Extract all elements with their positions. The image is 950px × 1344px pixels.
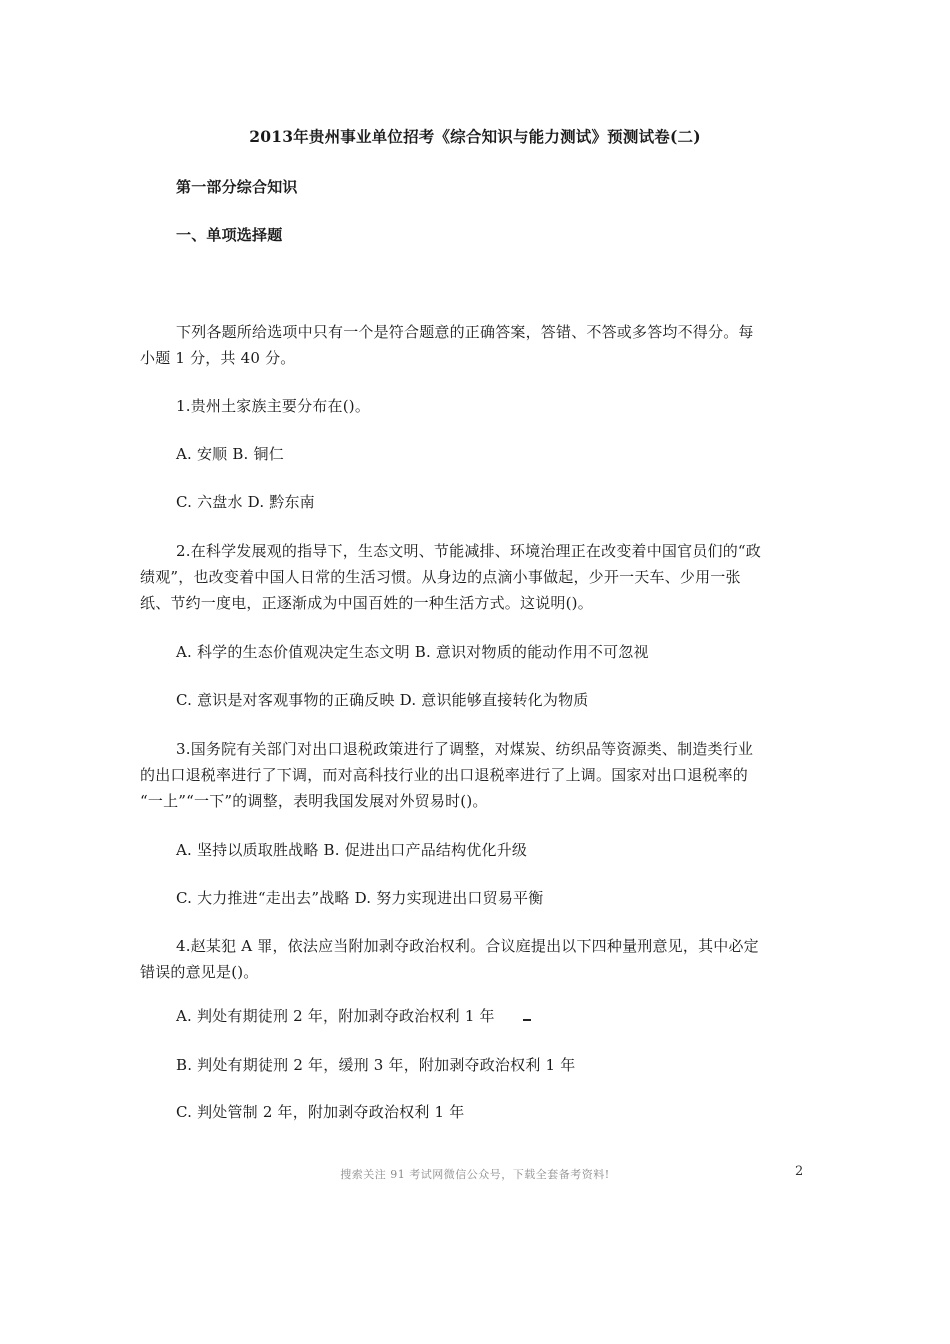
part-heading: 第一部分综合知识 bbox=[176, 178, 298, 196]
question-1-options-ab: A. 安顺 B. 铜仁 bbox=[176, 445, 284, 463]
question-2-options-cd: C. 意识是对客观事物的正确反映 D. 意识能够直接转化为物质 bbox=[176, 691, 589, 709]
question-2-options-ab: A. 科学的生态价值观决定生态文明 B. 意识对物质的能动作用不可忽视 bbox=[176, 643, 649, 661]
question-4-option-b: B. 判处有期徒刑 2 年，缓刑 3 年，附加剥夺政治权利 1 年 bbox=[176, 1056, 576, 1074]
question-3-stem-line-3: “一上”“一下”的调整，表明我国发展对外贸易时()。 bbox=[140, 792, 488, 810]
question-2-stem-line-3: 纸、节约一度电，正逐渐成为中国百姓的一种生活方式。这说明()。 bbox=[140, 594, 593, 612]
question-4-option-a: A. 判处有期徒刑 2 年，附加剥夺政治权利 1 年 bbox=[176, 1007, 495, 1025]
question-2-stem-line-2: 绩观”，也改变着中国人日常的生活习惯。从身边的点滴小事做起，少开一天车、少用一张 bbox=[140, 568, 741, 586]
cursor-mark bbox=[523, 1019, 531, 1021]
document-title: 2013年贵州事业单位招考《综合知识与能力测试》预测试卷(二) bbox=[249, 127, 701, 146]
footer-note: 搜索关注 91 考试网微信公众号，下载全套备考资料! bbox=[340, 1168, 610, 1181]
question-1-options-cd: C. 六盘水 D. 黔东南 bbox=[176, 493, 315, 511]
question-4-stem-line-2: 错误的意见是()。 bbox=[140, 963, 259, 981]
question-3-options-ab: A. 坚持以质取胜战略 B. 促进出口产品结构优化升级 bbox=[176, 841, 528, 859]
instructions-line-2: 小题 1 分，共 40 分。 bbox=[140, 349, 296, 367]
section-heading: 一、单项选择题 bbox=[176, 226, 283, 244]
question-2-stem-line-1: 2.在科学发展观的指导下，生态文明、节能减排、环境治理正在改变着中国官员们的“政 bbox=[176, 542, 761, 560]
question-4-stem-line-1: 4.赵某犯 A 罪，依法应当附加剥夺政治权利。合议庭提出以下四种量刑意见，其中必定 bbox=[176, 937, 759, 955]
page-number: 2 bbox=[795, 1164, 804, 1179]
question-3-options-cd: C. 大力推进“走出去”战略 D. 努力实现进出口贸易平衡 bbox=[176, 889, 544, 907]
question-3-stem-line-1: 3.国务院有关部门对出口退税政策进行了调整，对煤炭、纺织品等资源类、制造类行业 bbox=[176, 740, 754, 758]
question-3-stem-line-2: 的出口退税率进行了下调，而对高科技行业的出口退税率进行了上调。国家对出口退税率的 bbox=[140, 766, 749, 784]
question-1-stem: 1.贵州土家族主要分布在()。 bbox=[176, 397, 371, 415]
instructions-line-1: 下列各题所给选项中只有一个是符合题意的正确答案，答错、不答或多答均不得分。每 bbox=[176, 323, 754, 341]
question-4-option-c: C. 判处管制 2 年，附加剥夺政治权利 1 年 bbox=[176, 1103, 465, 1121]
